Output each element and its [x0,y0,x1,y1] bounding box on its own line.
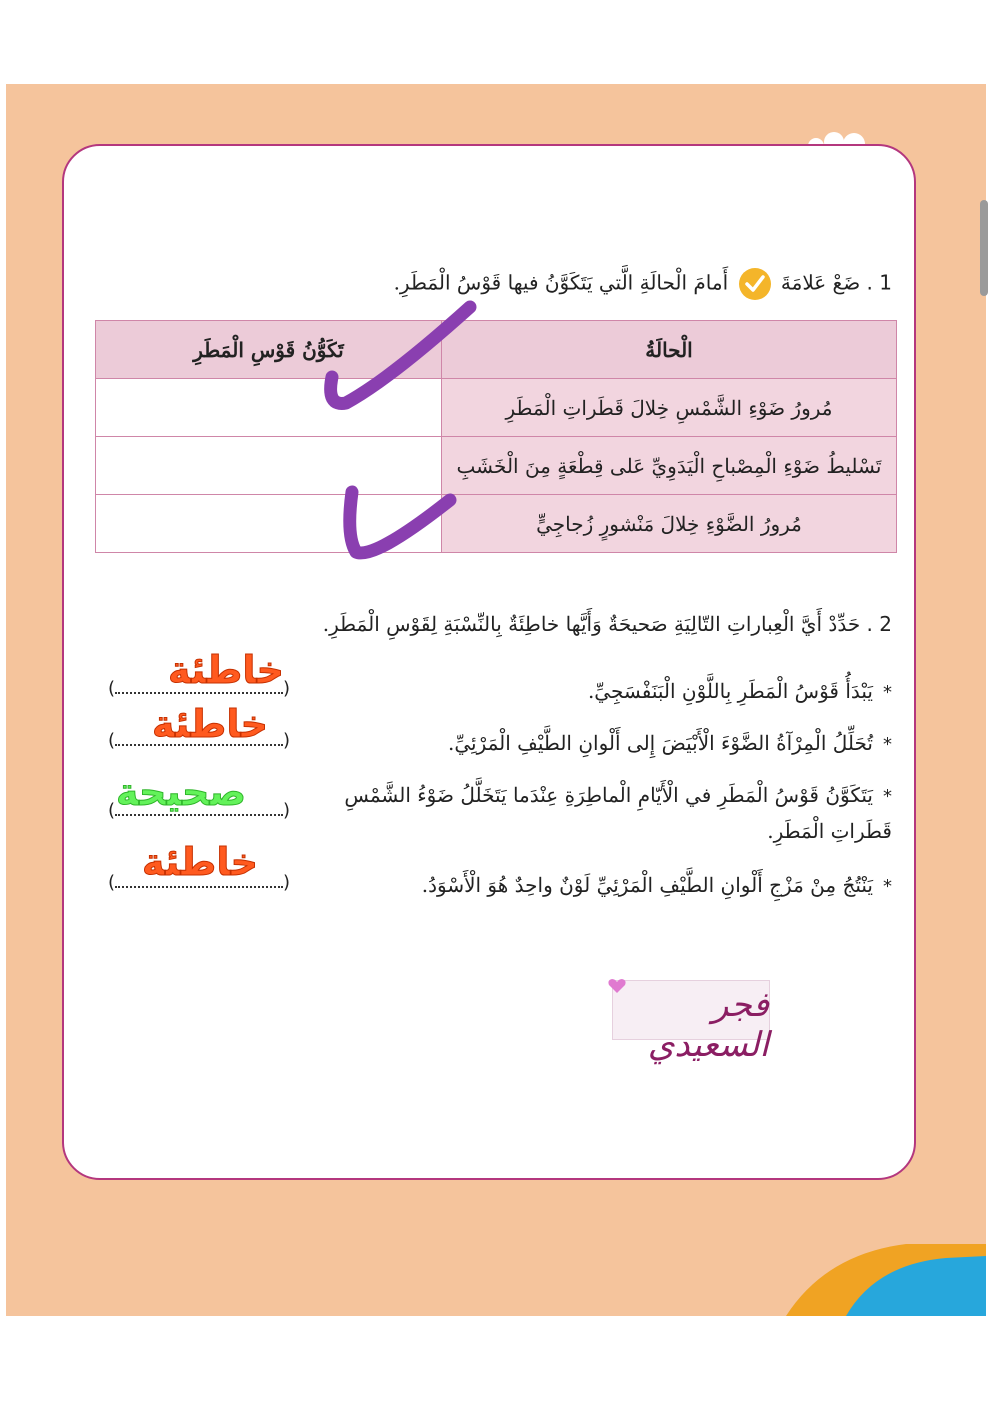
question-2 [323,612,892,636]
statement-4: *يَنْتُجُ مِنْ مَزْجِ أَلْوانِ الطَّيْفِ الْمَرْئِيِّ لَوْنٌ واحِدٌ هُوَ الْأَسْوَدُ. [421,873,892,897]
table-header-row [96,321,897,379]
question-1-text-before: ضَعْ عَلامَةَ [780,270,861,295]
rainbow-cases-table [95,320,897,553]
statement-1: *يَبْدَأُ قَوْسُ الْمَطَرِ بِاللَّوْنِ الْبَنَفْسَجِيِّ. [587,679,892,703]
page-number: 44 [893,1340,924,1365]
answer-blank-2[interactable]: ( ) [108,730,291,751]
signature-stamp [612,980,770,1065]
answer-text-2: خاطئة [152,702,269,746]
statement-3: *يَتَكَوَّنُ قَوْسُ الْمَطَرِ في الْأَيّامِ الْماطِرَةِ عِنْدَما يَتَخَلَّلُ ضَوْءُ الشَّمْسِ قَطَراتِ الْمَطَرِ. [344,783,892,843]
check-mark-icon [739,268,771,300]
case-cell: مُرورُ ضَوْءِ الشَّمْسِ خِلالَ قَطَراتِ الْمَطَرِ [442,379,897,437]
scrollbar-thumb[interactable] [980,200,988,296]
question-2-text: حَدِّدْ أَيَّ الْعِباراتِ التّالِيَةِ صَحيحَةٌ وَأَيَّها خاطِئَةٌ بِالنِّسْبَةِ لِقَوْسِ الْمَطَرِ. [322,612,861,636]
answer-text-3: صحيحة [116,770,247,814]
case-cell: مُرورُ الضَّوْءِ خِلالَ مَنْشورٍ زُجاجِيٍّ [442,495,897,553]
case-cell: تَسْليطُ ضَوْءِ الْمِصْباحِ الْيَدَوِيِّ عَلى قِطْعَةٍ مِنَ الْخَشَبِ [442,437,897,495]
question-1-text-after: أَمامَ الْحالَةِ الَّتي يَتَكَوَّنُ فيها قَوْسُ الْمَطَرِ. [393,270,729,295]
table-row [96,437,897,495]
table-row [96,495,897,553]
handwritten-check-icon [310,285,490,425]
answer-blank-4[interactable]: ( ) [108,872,291,893]
statement-2: *تُحَلِّلُ الْمِرْآةُ الضَّوْءَ الْأَبْيَضَ إِلى أَلْوانِ الطَّيْفِ الْمَرْئِيِّ. [447,731,892,755]
heart-icon [607,977,627,995]
header-rainbow-forms: تَكَوُّنُ قَوْسِ الْمَطَرِ [96,321,442,379]
answer-text-1: خاطئة [168,648,285,692]
table-row [96,379,897,437]
question-2-number: 2 . [866,612,892,636]
answer-text-4: خاطئة [142,840,259,884]
handwritten-check-icon [330,480,480,580]
question-1-number: 1 . [866,270,892,295]
signature-text: فجر السعيدي [647,985,769,1065]
answer-blank-3[interactable]: ( ) [108,800,291,821]
header-case: الْحالَةُ [442,321,897,379]
answer-blank-1[interactable]: ( ) [108,678,291,699]
